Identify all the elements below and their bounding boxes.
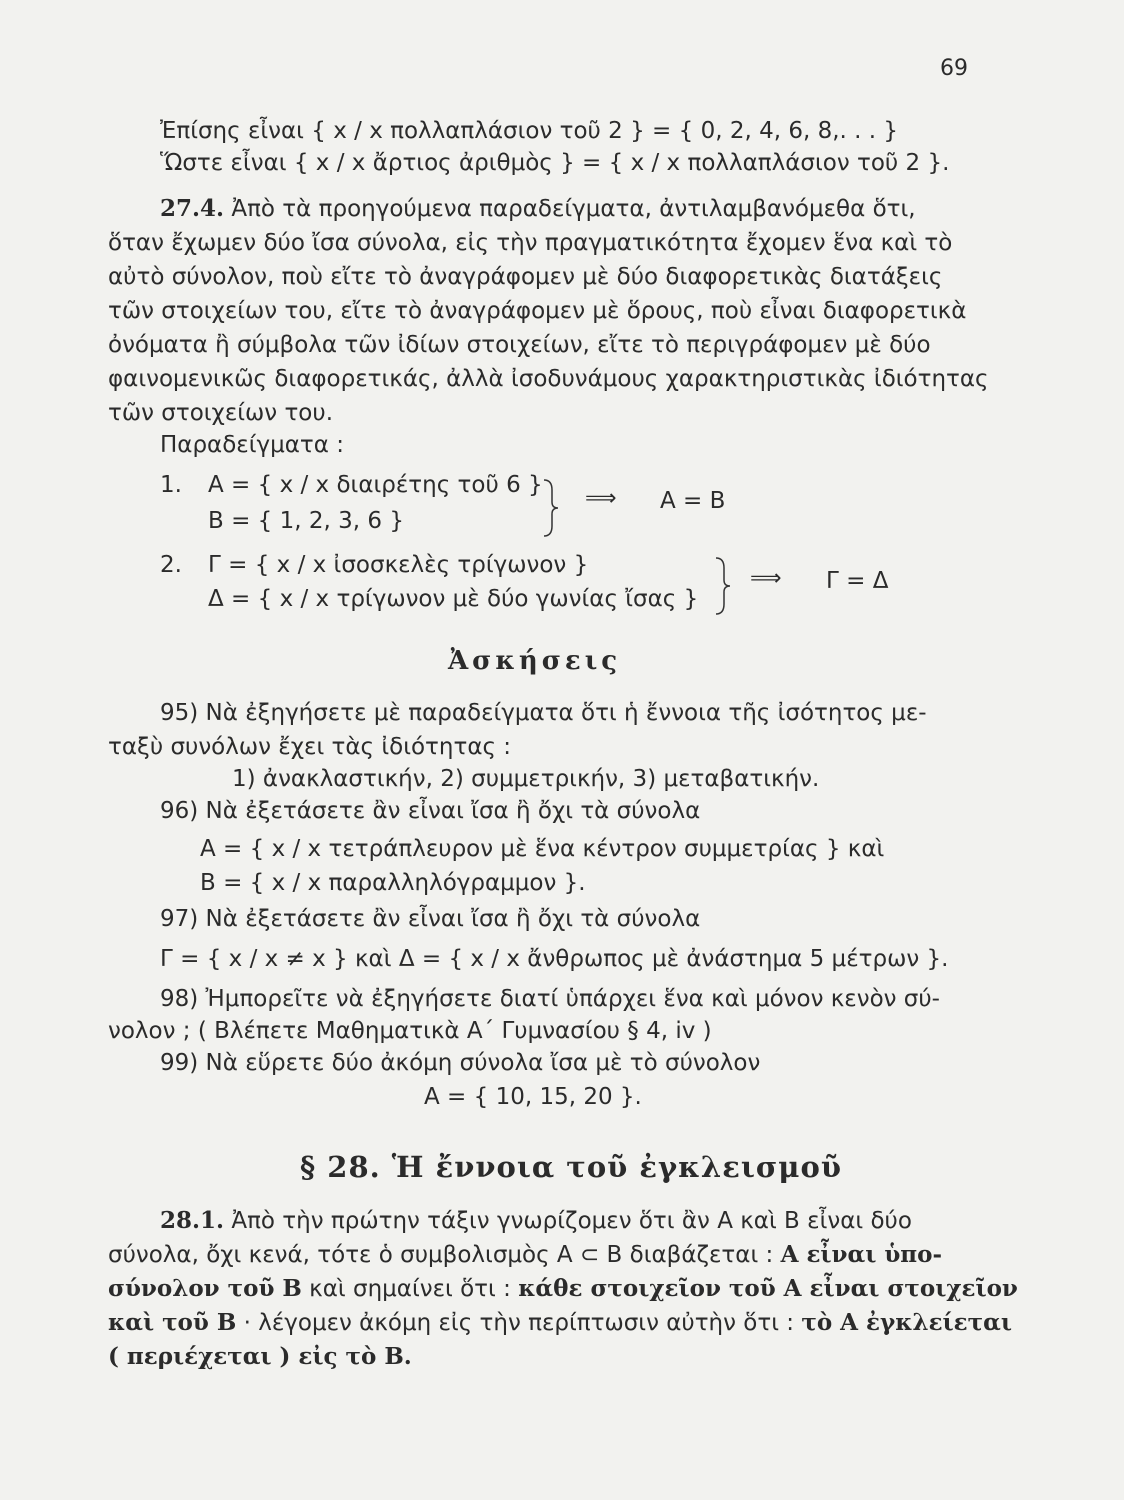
- example-2-number: 2.: [160, 552, 182, 578]
- example-2-set-gamma: Γ = { x / x ἰσοσκελὲς τρίγωνον }: [208, 552, 589, 578]
- exercise-96-line-3: B = { x / x παραλληλόγραμμον }.: [200, 870, 586, 896]
- page-number: 69: [940, 56, 968, 81]
- example-1-set-b: B = { 1, 2, 3, 6 }: [208, 508, 404, 534]
- exercise-99-line-1: 99) Νὰ εὕρετε δύο ἀκόμη σύνολα ἴσα μὲ τὸ σύνολον: [160, 1050, 761, 1076]
- para-text: Ἀπὸ τὴν πρώτην τάξιν γνωρίζομεν ὅτι ἂν A καὶ B εἶναι δύο: [231, 1208, 912, 1234]
- exercise-95-line-2: ταξὺ συνόλων ἔχει τὰς ἰδιότητας :: [108, 734, 512, 760]
- para-number: 27.4.: [160, 195, 225, 222]
- example-1-arrow: ⟹: [585, 486, 617, 511]
- exercises-heading: Ἀσκήσεις: [448, 646, 622, 676]
- example-1-number: 1.: [160, 472, 182, 498]
- intro-line-1: Ἐπίσης εἶναι { x / x πολλαπλάσιον τοῦ 2 } = { 0, 2, 4, 6, 8,. . . }: [160, 118, 899, 144]
- para-28-1-line-4: [108, 1308, 1012, 1338]
- para-27-4-line-6: φαινομενικῶς διαφορετικάς, ἀλλὰ ἰσοδυνάμους χαρακτηριστικὰς ἰδιότητας: [108, 366, 989, 392]
- exercise-99-line-2: A = { 10, 15, 20 }.: [424, 1084, 642, 1110]
- para-27-4-line-3: αὐτὸ σύνολον, ποὺ εἴτε τὸ ἀναγράφομεν μὲ δύο διαφορετικὰς διατάξεις: [108, 264, 943, 290]
- para-28-1-line-5: ( περιέχεται ) εἰς τὸ B.: [108, 1343, 412, 1370]
- para-28-1-line-3: [108, 1274, 1018, 1304]
- exercise-98-line-2: νολον ; ( Βλέπετε Μαθηματικὰ Α΄ Γυμνασίου § 4, iv ): [108, 1018, 712, 1044]
- example-1-brace: [540, 478, 560, 538]
- text-part: σύνολα, ὄχι κενά, τότε ὁ συμβολισμὸς A ⊂ B διαβάζεται :: [108, 1242, 781, 1268]
- example-1-result: A = B: [660, 488, 726, 514]
- para-text: Ἀπὸ τὰ προηγούμενα παραδείγματα, ἀντιλαμβανόμεθα ὅτι,: [231, 196, 916, 222]
- para-27-4-line-7: τῶν στοιχείων του.: [108, 400, 334, 426]
- exercise-98-line-1: 98) Ἠμπορεῖτε νὰ ἐξηγήσετε διατί ὑπάρχει ἕνα καὶ μόνον κενὸν σύ-: [160, 986, 940, 1012]
- example-2-result: Γ = Δ: [826, 568, 889, 594]
- para-number: 28.1.: [160, 1207, 225, 1234]
- intro-line-2: Ὥστε εἶναι { x / x ἄρτιος ἀριθμὸς } = { x / x πολλαπλάσιον τοῦ 2 }.: [160, 150, 950, 176]
- para-28-1-line-1: [160, 1206, 912, 1236]
- exercise-95-line-3: 1) ἀνακλαστικήν, 2) συμμετρικήν, 3) μεταβατικήν.: [232, 766, 820, 792]
- exercise-97-line-1: 97) Νὰ ἐξετάσετε ἂν εἶναι ἴσα ἢ ὄχι τὰ σύνολα: [160, 906, 701, 932]
- examples-label: Παραδείγματα :: [160, 432, 344, 458]
- para-27-4-line-5: ὀνόματα ἢ σύμβολα τῶν ἰδίων στοιχείων, εἴτε τὸ περιγράφομεν μὲ δύο: [108, 332, 931, 358]
- example-2-brace: [712, 556, 732, 616]
- exercise-95-line-1: 95) Νὰ ἐξηγήσετε μὲ παραδείγματα ὅτι ἡ ἔννοια τῆς ἰσότητος με-: [160, 700, 927, 726]
- bold-text-2: τὸ A ἐγκλείεται: [801, 1309, 1012, 1336]
- para-27-4-line-2: ὅταν ἔχωμεν δύο ἴσα σύνολα, εἰς τὴν πραγματικότητα ἔχομεν ἕνα καὶ τὸ: [108, 230, 953, 256]
- example-2-set-delta: Δ = { x / x τρίγωνον μὲ δύο γωνίας ἴσας }: [208, 586, 699, 612]
- text-part: · λέγομεν ἀκόμη εἰς τὴν περίπτωσιν αὐτὴν ὅτι :: [236, 1310, 802, 1336]
- para-28-1-line-2: [108, 1240, 942, 1270]
- example-2-arrow: ⟹: [750, 566, 782, 591]
- bold-text: A εἶναι ὑπο-: [780, 1241, 943, 1268]
- exercise-96-line-2: A = { x / x τετράπλευρον μὲ ἕνα κέντρον συμμετρίας } καὶ: [200, 836, 885, 862]
- example-1-set-a: A = { x / x διαιρέτης τοῦ 6 }: [208, 472, 543, 498]
- bold-text: καὶ τοῦ B: [108, 1309, 237, 1336]
- bold-text: σύνολον τοῦ B: [108, 1275, 302, 1302]
- exercise-96-line-1: 96) Νὰ ἐξετάσετε ἂν εἶναι ἴσα ἢ ὄχι τὰ σύνολα: [160, 798, 701, 824]
- text-part: καὶ σημαίνει ὅτι :: [301, 1276, 519, 1302]
- exercise-97-line-2: Γ = { x / x ≠ x } καὶ Δ = { x / x ἄνθρωπος μὲ ἀνάστημα 5 μέτρων }.: [160, 946, 949, 972]
- para-27-4-line-1: [160, 194, 916, 224]
- section-28-title: § 28. Ἡ ἔννοια τοῦ ἐγκλεισμοῦ: [300, 1150, 842, 1184]
- bold-text-2: κάθε στοιχεῖον τοῦ A εἶναι στοιχεῖον: [518, 1275, 1018, 1302]
- para-27-4-line-4: τῶν στοιχείων του, εἴτε τὸ ἀναγράφομεν μὲ ὅρους, ποὺ εἶναι διαφορετικὰ: [108, 298, 967, 324]
